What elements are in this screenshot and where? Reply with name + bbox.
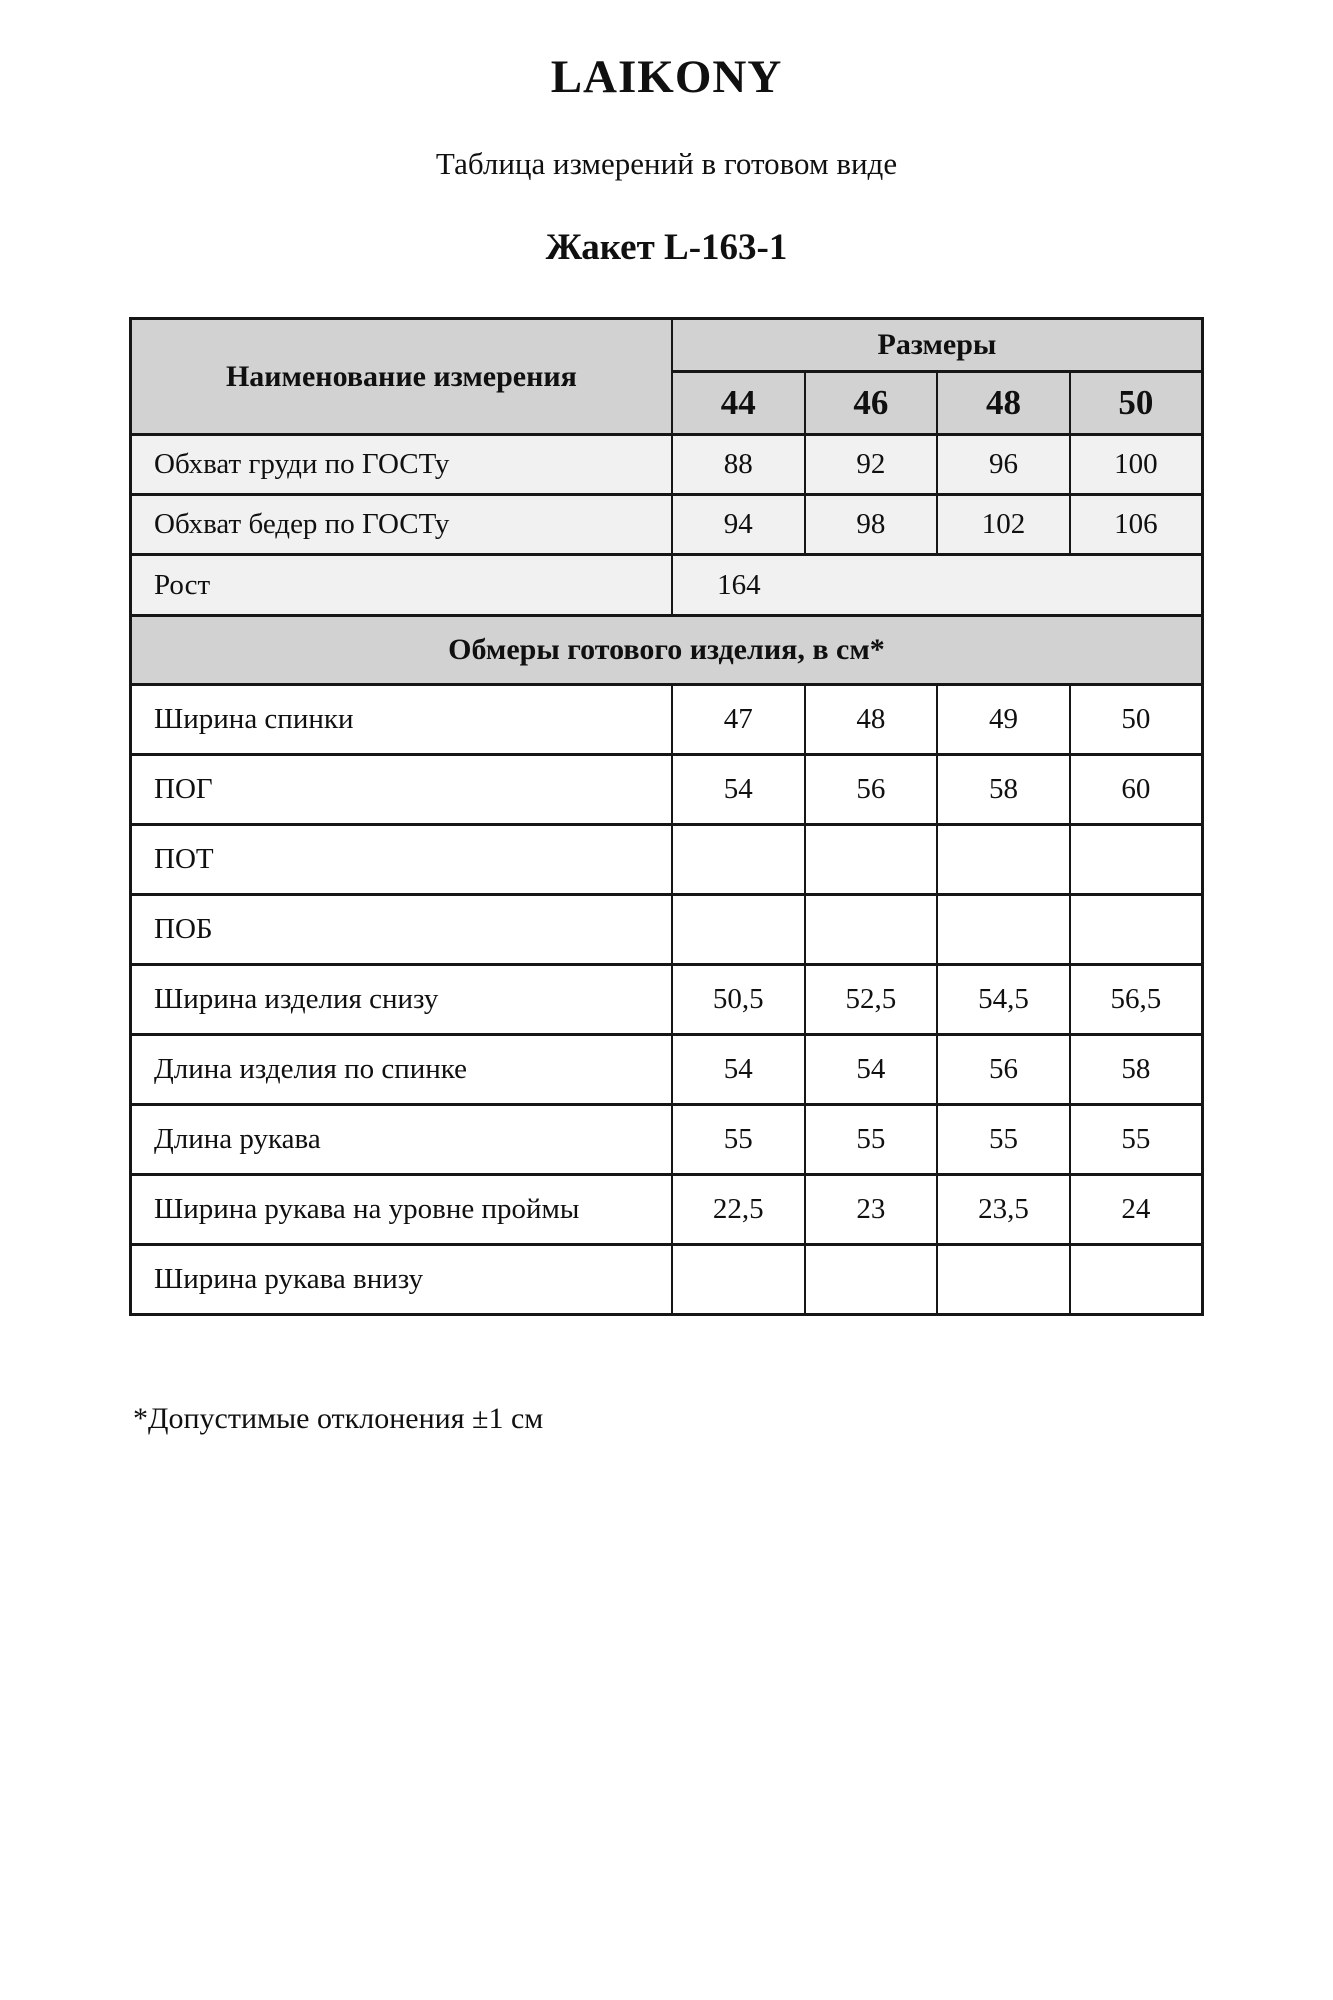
row-label: Ширина спинки bbox=[131, 685, 672, 755]
cell-value bbox=[937, 895, 1070, 965]
cell-value: 58 bbox=[937, 755, 1070, 825]
tolerance-footnote: *Допустимые отклонения ±1 см bbox=[133, 1402, 544, 1435]
cell-value: 55 bbox=[937, 1105, 1070, 1175]
cell-value bbox=[805, 895, 938, 965]
cell-value: 24 bbox=[1070, 1175, 1203, 1245]
cell-value: 60 bbox=[1070, 755, 1203, 825]
header-row-sizes-group bbox=[131, 319, 1203, 372]
table-row bbox=[131, 895, 1203, 965]
cell-value bbox=[672, 1245, 805, 1315]
cell-value: 88 bbox=[672, 435, 805, 495]
cell-value: 23 bbox=[805, 1175, 938, 1245]
table-row bbox=[131, 435, 1203, 495]
row-label: Длина изделия по спинке bbox=[131, 1035, 672, 1105]
rost-merged-cell bbox=[672, 555, 1203, 616]
cell-value: 50,5 bbox=[672, 965, 805, 1035]
table-header bbox=[131, 319, 1203, 435]
cell-value: 106 bbox=[1070, 495, 1203, 555]
table-row bbox=[131, 1245, 1203, 1315]
brand-title: LAIKONY bbox=[550, 51, 783, 103]
row-label: ПОТ bbox=[131, 825, 672, 895]
table-row bbox=[131, 1175, 1203, 1245]
cell-value bbox=[1070, 825, 1203, 895]
cell-value: 164 bbox=[717, 568, 761, 601]
cell-value: 56,5 bbox=[1070, 965, 1203, 1035]
row-label: Обхват бедер по ГОСТу bbox=[131, 495, 672, 555]
row-label: Длина рукава bbox=[131, 1105, 672, 1175]
cell-value: 100 bbox=[1070, 435, 1203, 495]
cell-value: 52,5 bbox=[805, 965, 938, 1035]
document-page bbox=[129, 0, 1204, 1436]
table-row bbox=[131, 965, 1203, 1035]
size-header-44: 44 bbox=[672, 372, 805, 435]
cell-value: 54 bbox=[805, 1035, 938, 1105]
table-row bbox=[131, 825, 1203, 895]
table-row bbox=[131, 755, 1203, 825]
cell-value: 55 bbox=[1070, 1105, 1203, 1175]
cell-value: 102 bbox=[937, 495, 1070, 555]
table-row bbox=[131, 495, 1203, 555]
cell-value: 54,5 bbox=[937, 965, 1070, 1035]
cell-value: 56 bbox=[937, 1035, 1070, 1105]
cell-value: 49 bbox=[937, 685, 1070, 755]
cell-value bbox=[672, 895, 805, 965]
cell-value: 56 bbox=[805, 755, 938, 825]
cell-value bbox=[937, 1245, 1070, 1315]
row-label: ПОГ bbox=[131, 755, 672, 825]
section-header: Обмеры готового изделия, в см* bbox=[131, 616, 1203, 685]
row-label: Ширина рукава внизу bbox=[131, 1245, 672, 1315]
column-header-measurement-name: Наименование измерения bbox=[131, 319, 672, 435]
cell-value: 23,5 bbox=[937, 1175, 1070, 1245]
measure-rows-section bbox=[131, 685, 1203, 1315]
cell-value bbox=[672, 825, 805, 895]
row-label: Рост bbox=[131, 555, 672, 616]
cell-value: 55 bbox=[805, 1105, 938, 1175]
cell-value bbox=[1070, 1245, 1203, 1315]
cell-value: 54 bbox=[672, 755, 805, 825]
measurements-table bbox=[129, 317, 1204, 1316]
product-title: Жакет L-163-1 bbox=[545, 227, 788, 268]
cell-value: 48 bbox=[805, 685, 938, 755]
cell-value: 92 bbox=[805, 435, 938, 495]
gost-rows-section bbox=[131, 435, 1203, 555]
cell-value: 22,5 bbox=[672, 1175, 805, 1245]
cell-value bbox=[1070, 895, 1203, 965]
size-header-48: 48 bbox=[937, 372, 1070, 435]
document-subtitle: Таблица измерений в готовом виде bbox=[435, 146, 898, 181]
rost-row-section bbox=[131, 555, 1203, 685]
table-row bbox=[131, 555, 1203, 616]
cell-value: 55 bbox=[672, 1105, 805, 1175]
table-row bbox=[131, 1035, 1203, 1105]
cell-value: 98 bbox=[805, 495, 938, 555]
size-header-46: 46 bbox=[805, 372, 938, 435]
section-header-row bbox=[131, 616, 1203, 685]
row-label: Обхват груди по ГОСТу bbox=[131, 435, 672, 495]
row-label: Ширина изделия снизу bbox=[131, 965, 672, 1035]
cell-value: 54 bbox=[672, 1035, 805, 1105]
row-label: ПОБ bbox=[131, 895, 672, 965]
cell-value: 94 bbox=[672, 495, 805, 555]
cell-value: 50 bbox=[1070, 685, 1203, 755]
size-header-50: 50 bbox=[1070, 372, 1203, 435]
cell-value bbox=[937, 825, 1070, 895]
table-row bbox=[131, 685, 1203, 755]
cell-value bbox=[805, 1245, 938, 1315]
row-label: Ширина рукава на уровне проймы bbox=[131, 1175, 672, 1245]
table-row bbox=[131, 1105, 1203, 1175]
cell-value: 96 bbox=[937, 435, 1070, 495]
cell-value: 47 bbox=[672, 685, 805, 755]
column-header-sizes: Размеры bbox=[672, 319, 1203, 372]
cell-value bbox=[805, 825, 938, 895]
cell-value: 58 bbox=[1070, 1035, 1203, 1105]
